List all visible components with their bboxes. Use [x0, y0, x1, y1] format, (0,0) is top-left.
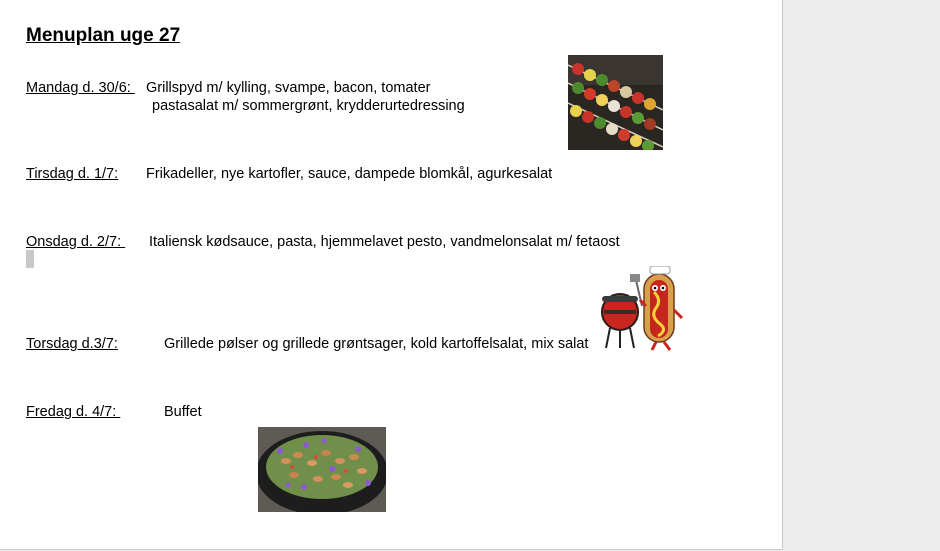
menu-tuesday-line-1: Frikadeller, nye kartofler, sauce, dampede blomkål, agurkesalat [146, 166, 553, 182]
day-label-tuesday: Tirsdag d. 1/7: [26, 166, 119, 182]
day-label-thursday: Torsdag d.3/7: [26, 336, 118, 352]
hotdog-grill-graphic [598, 266, 690, 352]
hotdog-grill-clipart[interactable] [598, 266, 690, 352]
salad-photo[interactable] [258, 427, 386, 512]
menu-thursday-line-1: Grillede pølser og grillede grøntsager, kold kartoffelsalat, mix salat [164, 336, 589, 352]
day-label-wednesday: Onsdag d. 2/7: [26, 234, 126, 250]
menu-friday-line-1: Buffet [164, 404, 202, 420]
menu-monday-line-2: pastasalat m/ sommergrønt, krydderurtedressing [152, 98, 465, 114]
text-cursor-marker [26, 250, 34, 268]
right-gutter [783, 0, 940, 551]
salad-photo-graphic [258, 427, 386, 512]
menu-wednesday-line-1: Italiensk kødsauce, pasta, hjemmelavet pesto, vandmelonsalat m/ fetaost [149, 234, 620, 250]
menu-monday-line-1: Grillspyd m/ kylling, svampe, bacon, tomater [146, 80, 431, 96]
skewers-photo[interactable] [568, 55, 663, 150]
day-label-monday: Mandag d. 30/6: [26, 80, 135, 96]
day-label-friday: Fredag d. 4/7: [26, 404, 121, 420]
page-title: Menuplan uge 27 [26, 25, 181, 46]
skewers-photo-graphic [568, 55, 663, 150]
